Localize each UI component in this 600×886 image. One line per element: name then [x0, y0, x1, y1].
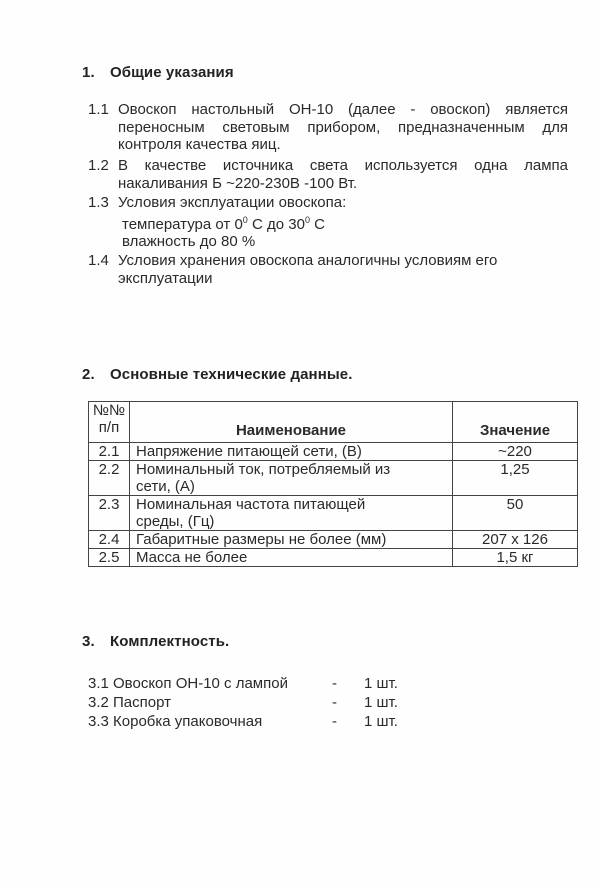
row-value: 1,5 кг [453, 549, 578, 567]
temp-text: С до 30 [247, 215, 305, 233]
completeness-dash: - [332, 675, 337, 692]
completeness-item [88, 675, 488, 693]
item-number: 1.2 [88, 157, 109, 174]
row-num: 2.1 [89, 443, 130, 461]
header-num-line: №№ [92, 402, 126, 419]
item-line: эксплуатации [118, 269, 213, 287]
row-name: Масса не более [130, 549, 453, 567]
temp-text: С [309, 215, 325, 233]
item-line: Условия хранения овоскопа аналогичны условиям его [118, 252, 498, 269]
header-name: Наименование [130, 402, 453, 443]
row-name: Габаритные размеры не более (мм) [130, 531, 453, 549]
item-1-4 [88, 252, 568, 288]
row-num: 2.5 [89, 549, 130, 567]
completeness-qty: 1 шт. [364, 694, 398, 711]
humidity-line: влажность до 80 % [122, 233, 256, 250]
degree-sup: 0 [304, 214, 310, 225]
row-num: 2.2 [89, 461, 130, 496]
section-2-heading [82, 366, 353, 383]
row-value: ~220 [453, 443, 578, 461]
row-name [130, 496, 453, 531]
item-number: 1.1 [88, 101, 109, 118]
section-2-number: 2. [82, 366, 95, 383]
header-num [89, 402, 130, 443]
section-2-title: Основные технические данные. [110, 366, 353, 383]
item-line: Овоскоп настольный ОН-10 (далее - овоскоп) является [118, 101, 568, 118]
item-line: накаливания Б ~220-230В -100 Вт. [118, 174, 358, 192]
table-header-row [89, 402, 578, 443]
item-1-2 [88, 157, 568, 193]
section-1-title: Общие указания [110, 64, 234, 81]
item-number: 1.4 [88, 252, 109, 269]
spec-table [88, 401, 578, 567]
row-name [130, 461, 453, 496]
row-name-line: сети, (А) [136, 478, 195, 495]
completeness-name: 3.1 Овоскоп ОН-10 с лампой [88, 675, 288, 692]
table-row [89, 496, 578, 531]
table-row [89, 461, 578, 496]
temp-text: температура от 0 [122, 215, 243, 233]
row-value: 50 [453, 496, 578, 531]
table-row [89, 549, 578, 567]
row-value: 207 х 126 [453, 531, 578, 549]
section-1-heading [82, 64, 234, 81]
item-number: 1.3 [88, 194, 109, 211]
item-1-1 [88, 101, 568, 156]
temperature-line [118, 212, 568, 234]
completeness-dash: - [332, 713, 337, 730]
header-num-line: п/п [98, 419, 120, 436]
item-line: переносным световым прибором, предназначенным для [118, 118, 568, 136]
completeness-qty: 1 шт. [364, 713, 398, 730]
completeness-name: 3.2 Паспорт [88, 694, 171, 711]
section-3-title: Комплектность. [110, 633, 230, 650]
row-name: Напряжение питающей сети, (В) [130, 443, 453, 461]
degree-sup: 0 [242, 214, 248, 225]
item-line: контроля качества яиц. [118, 136, 281, 153]
row-num: 2.4 [89, 531, 130, 549]
row-name-line: Номинальный ток, потребляемый из [136, 461, 391, 478]
table-row [89, 531, 578, 549]
item-line: Условия эксплуатации овоскопа: [118, 194, 347, 211]
table-row [89, 443, 578, 461]
completeness-dash: - [332, 694, 337, 711]
row-name-line: среды, (Гц) [136, 513, 215, 530]
section-3-heading [82, 633, 229, 650]
item-1-3 [88, 194, 568, 250]
section-3-number: 3. [82, 633, 95, 650]
completeness-item [88, 713, 488, 731]
row-name-line: Номинальная частота питающей [136, 496, 366, 513]
row-num: 2.3 [89, 496, 130, 531]
section-1-number: 1. [82, 64, 95, 81]
completeness-name: 3.3 Коробка упаковочная [88, 713, 263, 730]
header-value: Значение [453, 402, 578, 443]
item-line: В качестве источника света используется одна лампа [118, 157, 568, 174]
row-value: 1,25 [453, 461, 578, 496]
completeness-item [88, 694, 488, 712]
completeness-qty: 1 шт. [364, 675, 398, 692]
